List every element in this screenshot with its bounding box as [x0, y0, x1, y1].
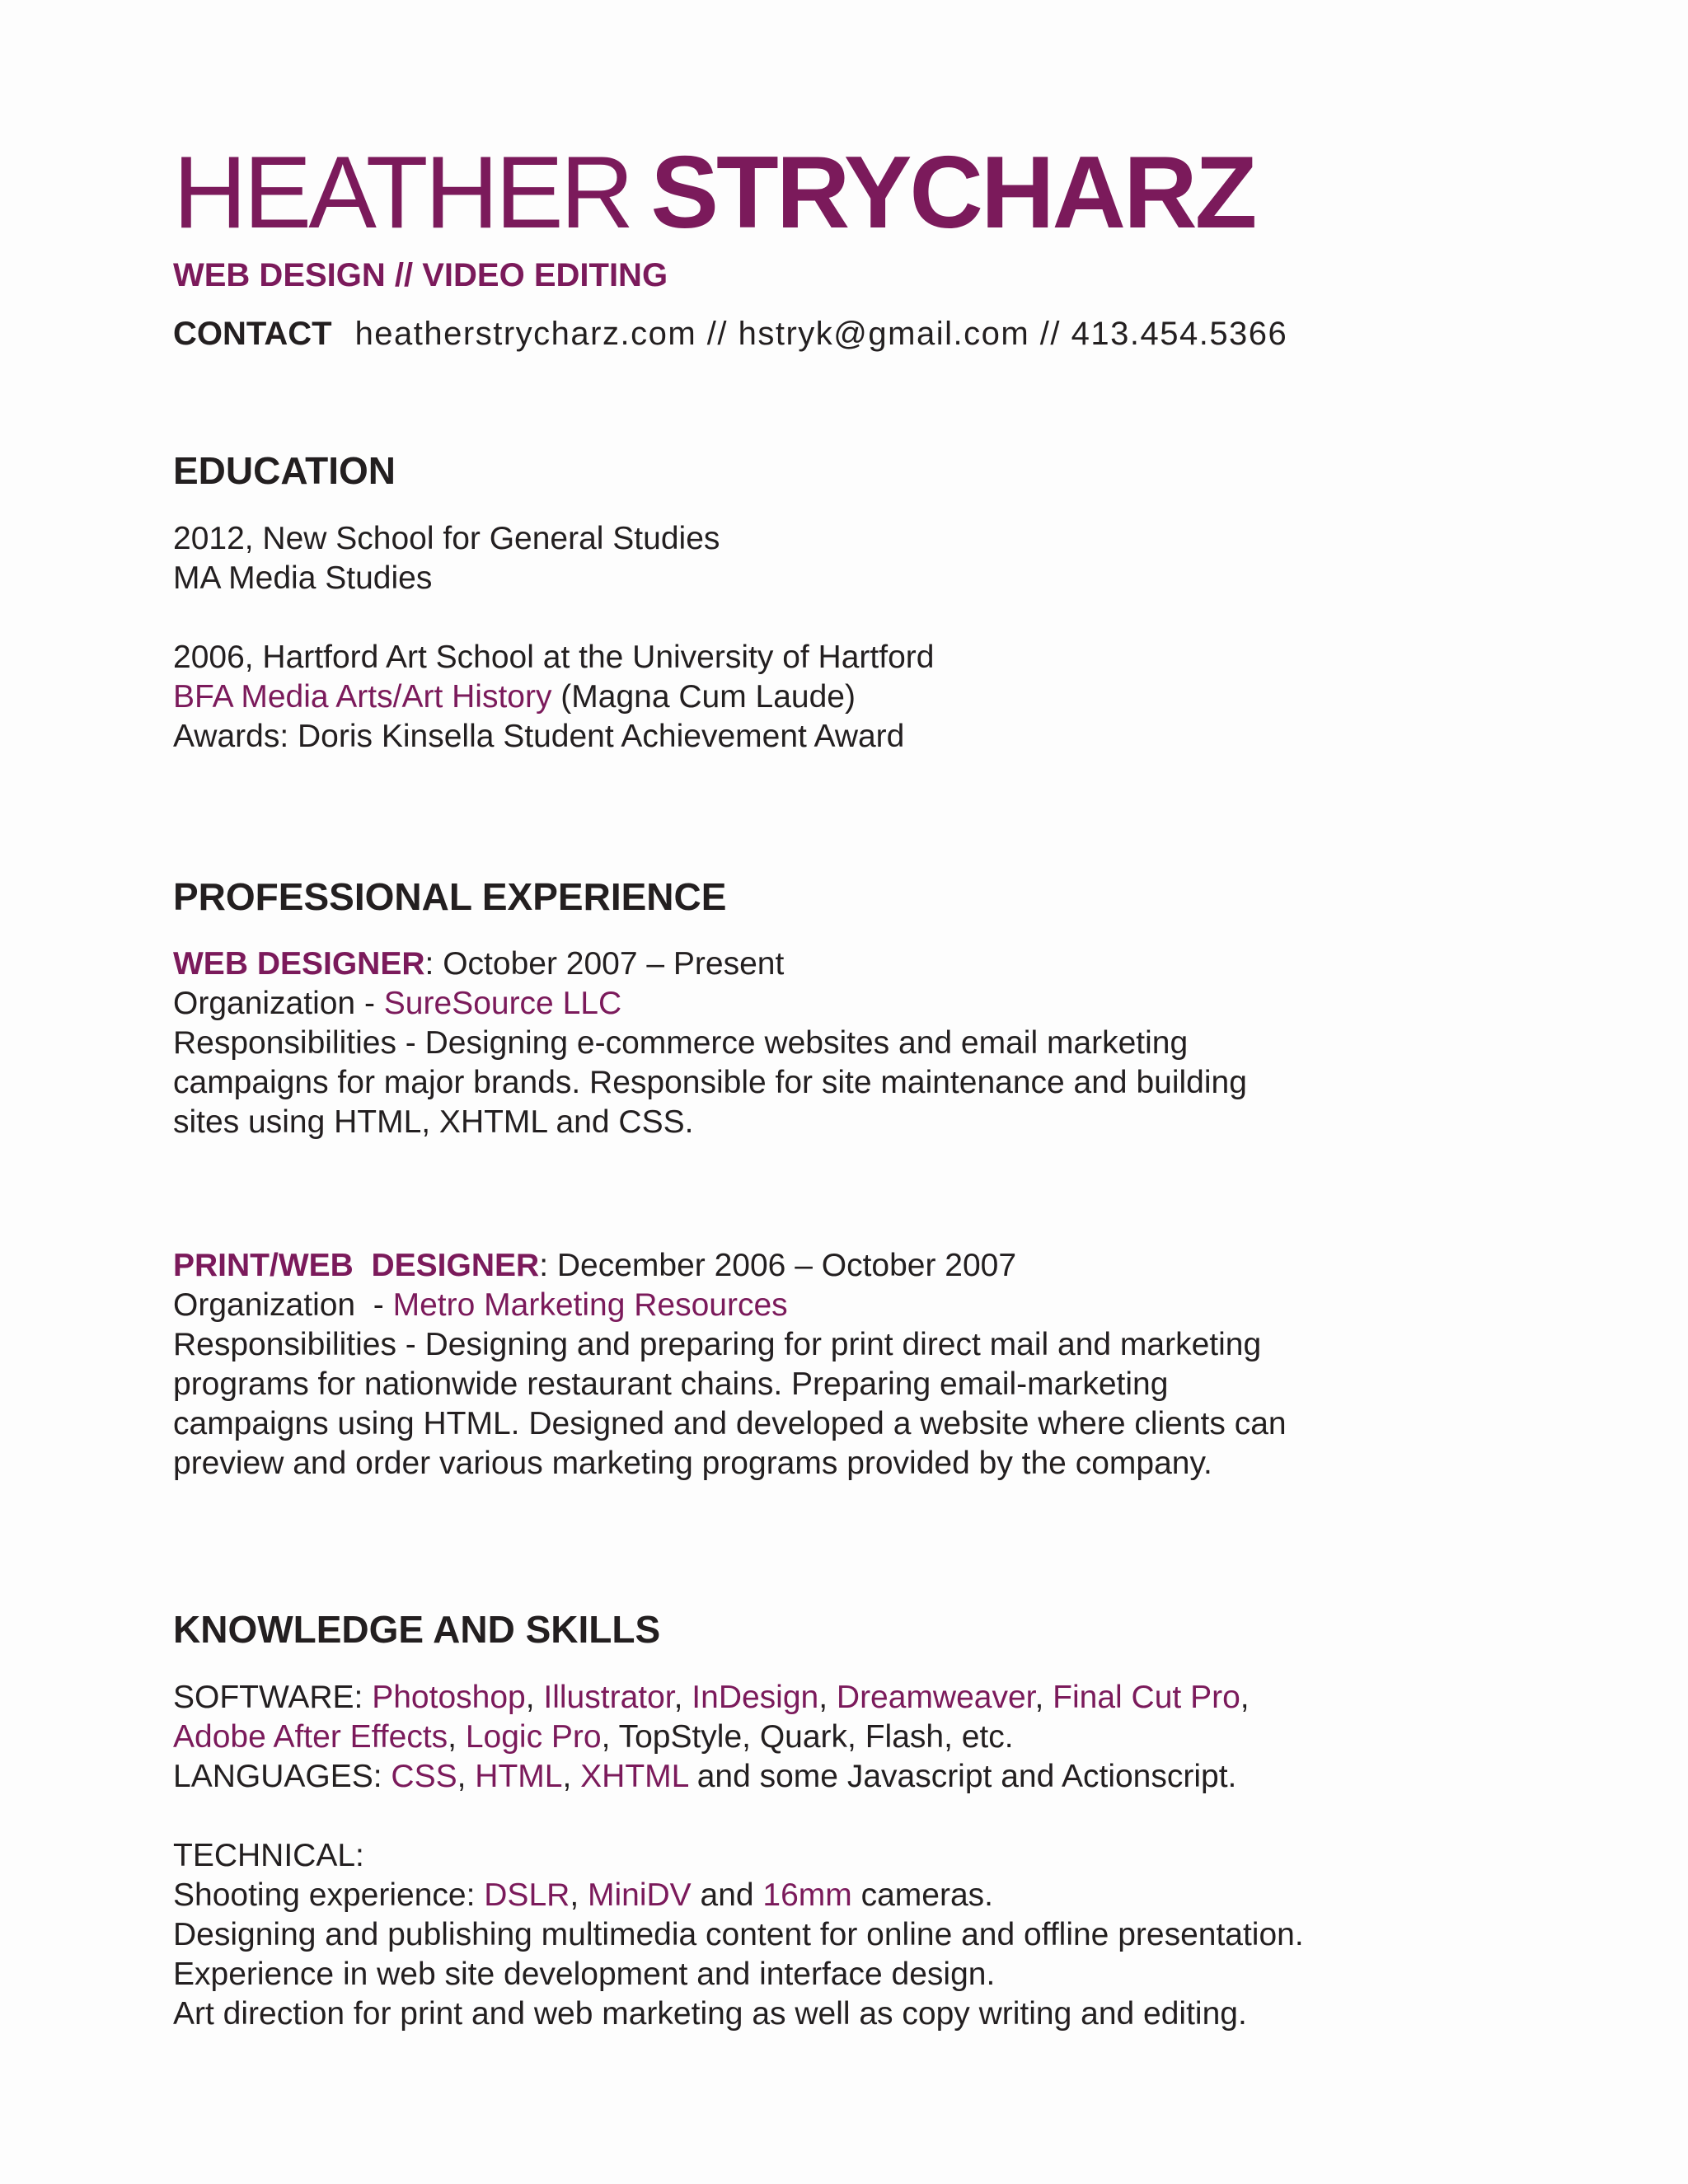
contact-label: CONTACT: [173, 316, 332, 352]
job-resp-2-line-2: programs for nationwide restaurant chains. Preparing email-marketing: [173, 1366, 1169, 1402]
job-role-2: PRINT/WEB DESIGNER: [173, 1248, 540, 1283]
software-line-1: SOFTWARE: Photoshop, Illustrator, InDesign, Dreamweaver, Final Cut Pro,: [173, 1680, 1250, 1715]
language-item: HTML: [475, 1759, 563, 1794]
education-degree-2: BFA Media Arts/Art History: [173, 679, 552, 715]
education-honors-2: (Magna Cum Laude): [551, 679, 856, 715]
education-awards-2: Awards: Doris Kinsella Student Achievement Award: [173, 719, 905, 754]
job-resp-2-line-1: Responsibilities - Designing and preparing for print direct mail and marketing: [173, 1327, 1262, 1362]
language-item: XHTML: [580, 1759, 688, 1794]
software-item: Final Cut Pro: [1053, 1680, 1240, 1715]
job-entry-2: [173, 1246, 1287, 1483]
technical-block: [173, 1836, 1304, 2034]
job-resp-2-line-4: preview and order various marketing programs provided by the company.: [173, 1446, 1212, 1481]
technical-label: TECHNICAL:: [173, 1838, 364, 1873]
job-entry-1: [173, 944, 1247, 1142]
job-org-1: SureSource LLC: [383, 986, 622, 1021]
job-role-1: WEB DESIGNER: [173, 946, 425, 982]
software-item: Photoshop: [372, 1680, 526, 1715]
education-school-1: 2012, New School for General Studies: [173, 521, 720, 556]
job-org-label-1: Organization -: [173, 986, 384, 1021]
software-item: InDesign: [692, 1680, 819, 1715]
education-degree-line-2: [173, 677, 934, 717]
software-item: Dreamweaver: [836, 1680, 1035, 1715]
resume-name: [173, 136, 1255, 250]
job-title-line-2: [173, 1246, 1287, 1286]
technical-line-2: Experience in web site development and interface design.: [173, 1957, 996, 1992]
first-name: HEATHER: [173, 136, 631, 250]
education-school-2: 2006, Hartford Art School at the University of Hartford: [173, 640, 935, 675]
education-degree-1: MA Media Studies: [173, 560, 433, 596]
job-org-line-2: [173, 1286, 1287, 1325]
shooting-label: Shooting experience:: [173, 1877, 485, 1913]
job-org-2: Metro Marketing Resources: [392, 1287, 788, 1323]
job-resp-2-line-3: campaigns using HTML. Designed and developed a website where clients can: [173, 1406, 1287, 1441]
camera-item: 16mm: [762, 1877, 852, 1913]
software-tail: , TopStyle, Quark, Flash, etc.: [601, 1719, 1014, 1755]
job-org-line-1: [173, 984, 1247, 1024]
technical-line-3: Art direction for print and web marketing as well as copy writing and editing.: [173, 1996, 1247, 2032]
job-resp-1-line-2: campaigns for major brands. Responsible for site maintenance and building: [173, 1065, 1247, 1100]
skills-block: [173, 1678, 1250, 1797]
languages-tail: and some Javascript and Actionscript.: [687, 1759, 1237, 1794]
software-line-2: Adobe After Effects, Logic Pro, TopStyle, Quark, Flash, etc.: [173, 1719, 1014, 1755]
job-dates-2: : December 2006 – October 2007: [539, 1248, 1017, 1283]
experience-heading: PROFESSIONAL EXPERIENCE: [173, 875, 727, 918]
tagline: WEB DESIGN // VIDEO EDITING: [173, 257, 668, 293]
education-entry-2: [173, 638, 934, 757]
software-item: Illustrator: [543, 1680, 674, 1715]
job-org-label-2: Organization -: [173, 1287, 393, 1323]
cameras-tail: cameras.: [851, 1877, 993, 1913]
job-title-line-1: [173, 944, 1247, 984]
last-name: STRYCHARZ: [650, 136, 1255, 250]
education-entry-1: [173, 519, 720, 598]
camera-item: MiniDV: [587, 1877, 692, 1913]
job-dates-1: : October 2007 – Present: [424, 946, 785, 982]
camera-item: DSLR: [484, 1877, 570, 1913]
contact-line: [173, 316, 1287, 353]
software-label: SOFTWARE:: [173, 1680, 373, 1715]
job-resp-1-line-3: sites using HTML, XHTML and CSS.: [173, 1104, 694, 1140]
technical-line-1: Designing and publishing multimedia content for online and offline presentation.: [173, 1917, 1304, 1952]
skills-heading: KNOWLEDGE AND SKILLS: [173, 1608, 661, 1651]
software-item: Logic Pro: [465, 1719, 602, 1755]
languages-label: LANGUAGES:: [173, 1759, 392, 1794]
language-item: CSS: [391, 1759, 457, 1794]
education-heading: EDUCATION: [173, 449, 396, 492]
contact-info: heatherstrycharz.com // hstryk@gmail.com // 413.454.5366: [354, 316, 1288, 352]
languages-line: LANGUAGES: CSS, HTML, XHTML and some Javascript and Actionscript.: [173, 1759, 1237, 1794]
shooting-line: Shooting experience: DSLR, MiniDV and 16mm cameras.: [173, 1877, 993, 1913]
job-resp-1-line-1: Responsibilities - Designing e-commerce websites and email marketing: [173, 1025, 1189, 1061]
software-item: Adobe After Effects: [173, 1719, 448, 1755]
